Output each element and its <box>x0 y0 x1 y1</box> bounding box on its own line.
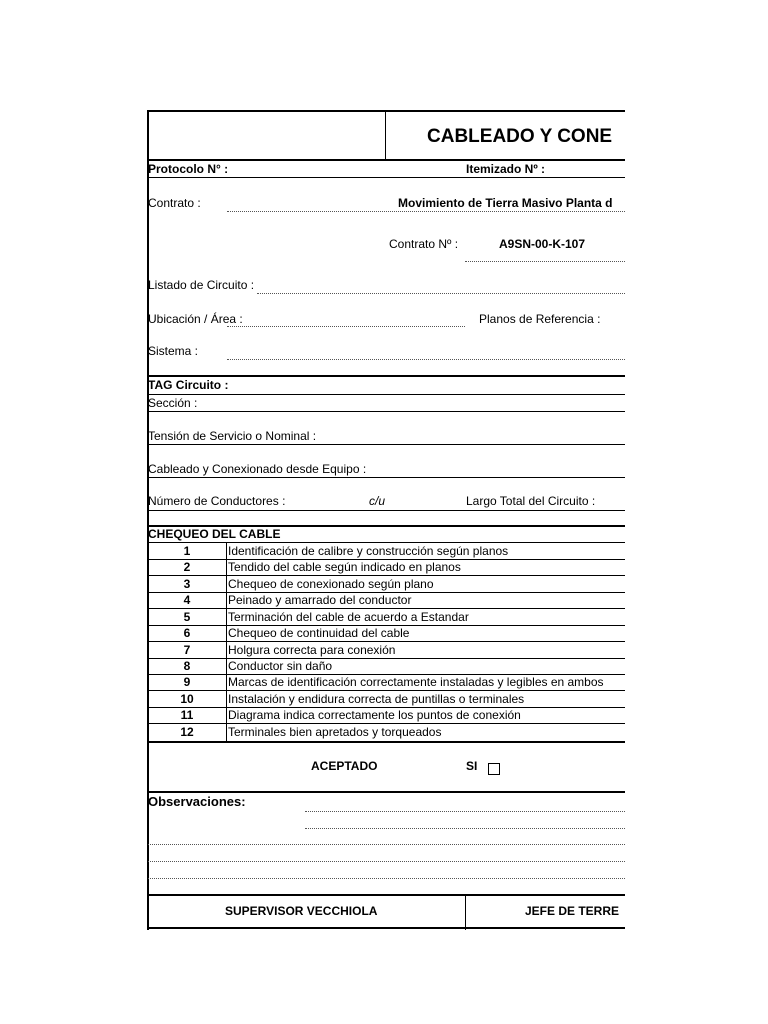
sistema-label: Sistema : <box>148 344 199 358</box>
check-number: 5 <box>183 610 191 624</box>
protocolo-row-border <box>147 177 625 178</box>
conductores-label: Número de Conductores : <box>148 494 286 508</box>
listado-label: Listado de Circuito : <box>148 278 255 292</box>
check-item-text: Identificación de calibre y construcción según planos <box>228 544 509 558</box>
check-item-text: Tendido del cable según indicado en planos <box>228 560 461 574</box>
check-row-border <box>147 723 625 724</box>
contrato-label: Contrato : <box>148 196 201 210</box>
check-number: 10 <box>180 692 194 706</box>
check-item-text: Terminación del cable de acuerdo a Estandar <box>228 610 469 624</box>
tension-label: Tensión de Servicio o Nominal : <box>148 429 317 443</box>
contrato-field-line[interactable] <box>227 211 625 212</box>
observaciones-line-2[interactable] <box>305 828 625 829</box>
seccion-row-border <box>147 411 625 412</box>
check-number: 8 <box>183 659 191 673</box>
planos-label: Planos de Referencia : <box>479 312 601 326</box>
largo-label: Largo Total del Circuito : <box>466 494 596 508</box>
check-row-border <box>147 608 625 609</box>
header-divider <box>385 110 386 160</box>
seccion-label: Sección : <box>148 396 198 410</box>
check-number: 3 <box>183 577 191 591</box>
checklist-divider <box>226 542 227 742</box>
si-checkbox[interactable] <box>488 763 500 775</box>
observaciones-line-5[interactable] <box>148 878 625 879</box>
observaciones-line-4[interactable] <box>148 861 625 862</box>
desde-row-border <box>147 477 625 478</box>
supervisor-signature: SUPERVISOR VECCHIOLA <box>225 904 378 918</box>
check-number: 12 <box>180 725 194 739</box>
observaciones-line-3[interactable] <box>148 844 625 845</box>
sistema-field-line[interactable] <box>227 359 625 360</box>
si-label: SI <box>466 759 478 773</box>
tag-row-border <box>147 394 625 395</box>
protocol-sheet <box>147 110 625 930</box>
acceptance-bottom-border <box>147 791 625 793</box>
ubicacion-label: Ubicación / Área : <box>148 312 243 326</box>
tag-circuito-label: TAG Circuito : <box>148 378 229 392</box>
check-number: 4 <box>183 593 191 607</box>
contrato-num-label: Contrato Nº : <box>389 237 459 251</box>
listado-field-line[interactable] <box>257 293 625 294</box>
cu-label: c/u <box>369 494 386 508</box>
sheet-bottom-border <box>147 927 625 929</box>
form-title: CABLEADO Y CONE <box>427 126 613 147</box>
jefe-terreno-signature: JEFE DE TERRE <box>525 904 620 918</box>
observaciones-line-1[interactable] <box>305 811 625 812</box>
check-item-text: Marcas de identificación correctamente instaladas y legibles en ambos <box>228 675 604 689</box>
info-bottom-border <box>147 375 625 377</box>
check-item-text: Terminales bien apretados y torqueados <box>228 725 442 739</box>
observaciones-label: Observaciones: <box>148 794 246 809</box>
check-number: 2 <box>183 560 191 574</box>
conductores-row-border <box>147 510 625 511</box>
itemizado-label: Itemizado Nº : <box>466 162 546 176</box>
check-item-text: Conductor sin daño <box>228 659 333 673</box>
signature-divider <box>465 894 466 930</box>
check-item-text: Chequeo de conexionado según plano <box>228 577 434 591</box>
header-bottom-border <box>147 159 625 161</box>
check-row-border <box>147 690 625 691</box>
chequeo-title: CHEQUEO DEL CABLE <box>148 527 281 541</box>
check-number: 1 <box>183 544 191 558</box>
check-item-text: Instalación y endidura correcta de puntillas o terminales <box>228 692 525 706</box>
check-number: 9 <box>183 675 191 689</box>
check-item-text: Chequeo de continuidad del cable <box>228 626 410 640</box>
contrato-num-value: A9SN-00-K-107 <box>499 237 586 251</box>
check-row-border <box>147 641 625 642</box>
tension-row-border <box>147 444 625 445</box>
check-number: 6 <box>183 626 191 640</box>
chequeo-title-border <box>147 542 625 543</box>
desde-equipo-label: Cableado y Conexionado desde Equipo : <box>148 462 367 476</box>
signature-top-border <box>147 894 625 896</box>
contrato-value: Movimiento de Tierra Masivo Planta d <box>398 196 613 210</box>
aceptado-label: ACEPTADO <box>311 759 378 773</box>
check-number: 7 <box>183 643 191 657</box>
check-item-text: Diagrama indica correctamente los puntos de conexión <box>228 708 521 722</box>
check-item-text: Holgura correcta para conexión <box>228 643 396 657</box>
checklist-bottom-border <box>147 741 625 743</box>
check-number: 11 <box>180 708 194 722</box>
sheet-top-border <box>147 110 625 112</box>
protocolo-label: Protocolo N° : <box>148 162 229 176</box>
contrato-num-field-line[interactable] <box>465 261 625 262</box>
check-item-text: Peinado y amarrado del conductor <box>228 593 412 607</box>
check-row-border <box>147 575 625 576</box>
ubicacion-field-line[interactable] <box>227 326 465 327</box>
